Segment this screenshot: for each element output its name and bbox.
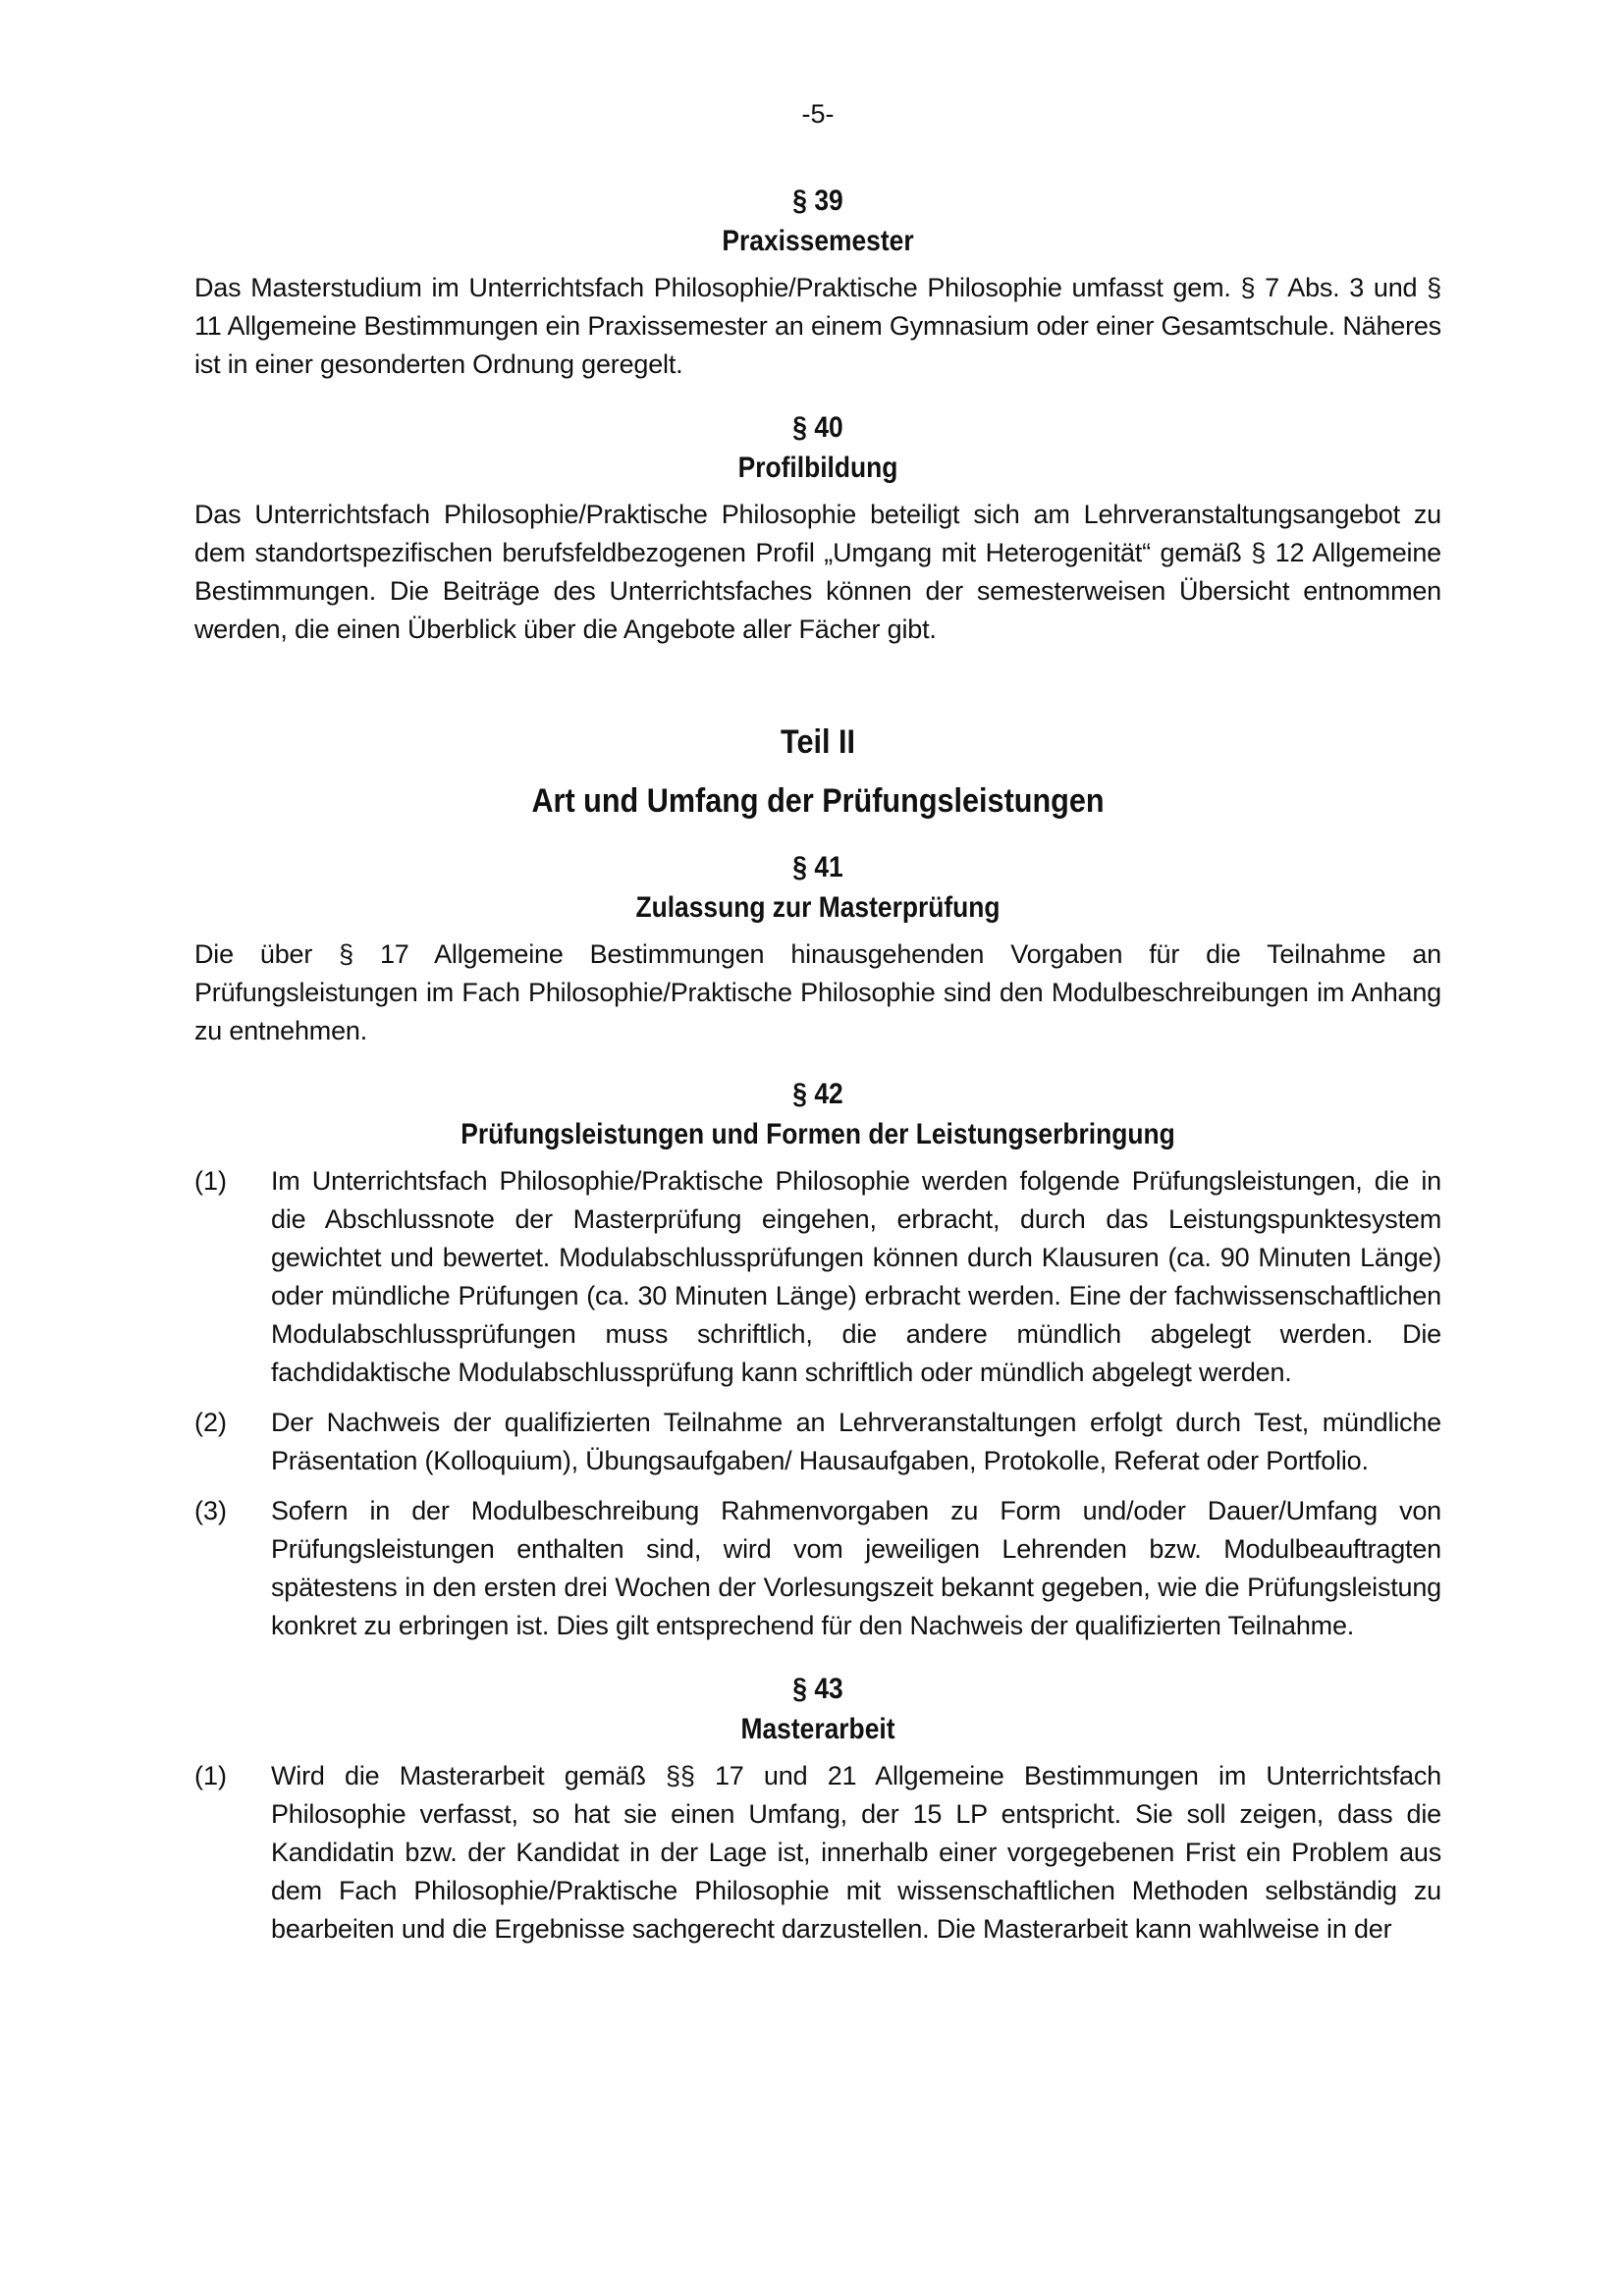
section-title: Prüfungsleistungen und Formen der Leistungserbringung (460, 1118, 1175, 1150)
document-page (194, 94, 1441, 1972)
section-title: Profilbildung (737, 452, 898, 484)
numbered-paragraph (194, 1404, 1441, 1480)
part-subtitle: Art und Umfang der Prüfungsleistungen (531, 782, 1105, 820)
section-title: Praxissemester (722, 225, 914, 257)
section-number: § 41 (792, 851, 843, 883)
numbered-paragraph (194, 1162, 1441, 1392)
section-number: § 42 (792, 1078, 843, 1110)
section-paragraph: Das Masterstudium im Unterrichtsfach Philosophie/Praktische Philosophie umfasst gem. § 7 Abs. 3 und § 11 Allgemeine Bestimmungen ein Praxissemester an einem Gymnasium oder einer Gesamtschule. Näheres ist in einer gesonderten Ordnung geregelt. (194, 273, 1441, 379)
numbered-paragraph (194, 1492, 1441, 1645)
section-number: § 40 (792, 411, 843, 444)
section-43 (194, 1669, 1441, 1949)
part-title: Teil II (781, 723, 855, 761)
section-number: § 43 (792, 1673, 843, 1705)
numbered-paragraph (194, 1757, 1441, 1949)
section-title: Zulassung zur Masterprüfung (635, 891, 1001, 924)
paragraph-number: (1) (194, 1761, 227, 1790)
paragraph-number: (1) (194, 1166, 227, 1196)
paragraph-text: Der Nachweis der qualifizierten Teilnahme an Lehrveranstaltungen erfolgt durch Test, mündliche Präsentation (Kolloquium), Übungsaufgaben/ Hausaufgaben, Protokolle, Referat oder Portfolio. (271, 1408, 1441, 1475)
section-41 (194, 847, 1441, 1050)
paragraph-text: Wird die Masterarbeit gemäß §§ 17 und 21 Allgemeine Bestimmungen im Unterrichtsfach Philosophie verfasst, so hat sie einen Umfang, der 15 LP entspricht. Sie soll zeigen, dass die Kandidatin bzw. der Kandidat in der Lage ist, innerhalb einer vorgegebenen Frist ein Problem aus dem Fach Philosophie/Praktische Philosophie mit wissenschaftlichen Methoden selbständig zu bearbeiten und die Ergebnisse sachgerecht darzustellen. Die Masterarbeit kann wahlweise in der (271, 1761, 1441, 1944)
paragraph-number: (3) (194, 1496, 227, 1525)
section-title: Masterarbeit (740, 1713, 895, 1745)
section-number: § 39 (792, 185, 843, 217)
section-paragraph: Das Unterrichtsfach Philosophie/Praktische Philosophie beteiligt sich am Lehrveranstaltungsangebot zu dem standortspezifischen berufsfeldbezogenen Profil „Umgang mit Heterogenität“ gemäß § 12 Allgemeine Bestimmungen. Die Beiträge des Unterrichtsfaches können der semesterweisen Übersicht entnommen werden, die einen Überblick über die Angebote aller Fächer gibt. (194, 500, 1441, 644)
section-39 (194, 181, 1441, 384)
paragraph-text: Sofern in der Modulbeschreibung Rahmenvorgaben zu Form und/oder Dauer/Umfang von Prüfungsleistungen enthalten sind, wird vom jeweiligen Lehrenden bzw. Modulbeauftragten spätestens in den ersten drei Wochen der Vorlesungszeit bekannt gegeben, wie die Prüfungsleistung konkret zu erbringen ist. Dies gilt entsprechend für den Nachweis der qualifizierten Teilnahme. (271, 1496, 1441, 1640)
page-number: -5- (801, 99, 835, 129)
paragraph-text: Im Unterrichtsfach Philosophie/Praktische Philosophie werden folgende Prüfungsleistungen, die in die Abschlussnote der Masterprüfung eingehen, erbracht, durch das Leistungspunktesystem gewichtet und bewertet. Modulabschlussprüfungen können durch Klausuren (ca. 90 Minuten Länge) oder mündliche Prüfungen (ca. 30 Minuten Länge) erbracht werden. Eine der fachwissenschaftlichen Modulabschlussprüfungen muss schriftlich, die andere mündlich abgelegt werden. Die fachdidaktische Modulabschlussprüfung kann schriftlich oder mündlich abgelegt werden. (271, 1166, 1441, 1387)
section-paragraph: Die über § 17 Allgemeine Bestimmungen hinausgehenden Vorgaben für die Teilnahme an Prüfungsleistungen im Fach Philosophie/Praktische Philosophie sind den Modulbeschreibungen im Anhang zu entnehmen. (194, 939, 1441, 1045)
paragraph-number: (2) (194, 1408, 227, 1437)
section-40 (194, 407, 1441, 649)
section-42 (194, 1074, 1441, 1645)
